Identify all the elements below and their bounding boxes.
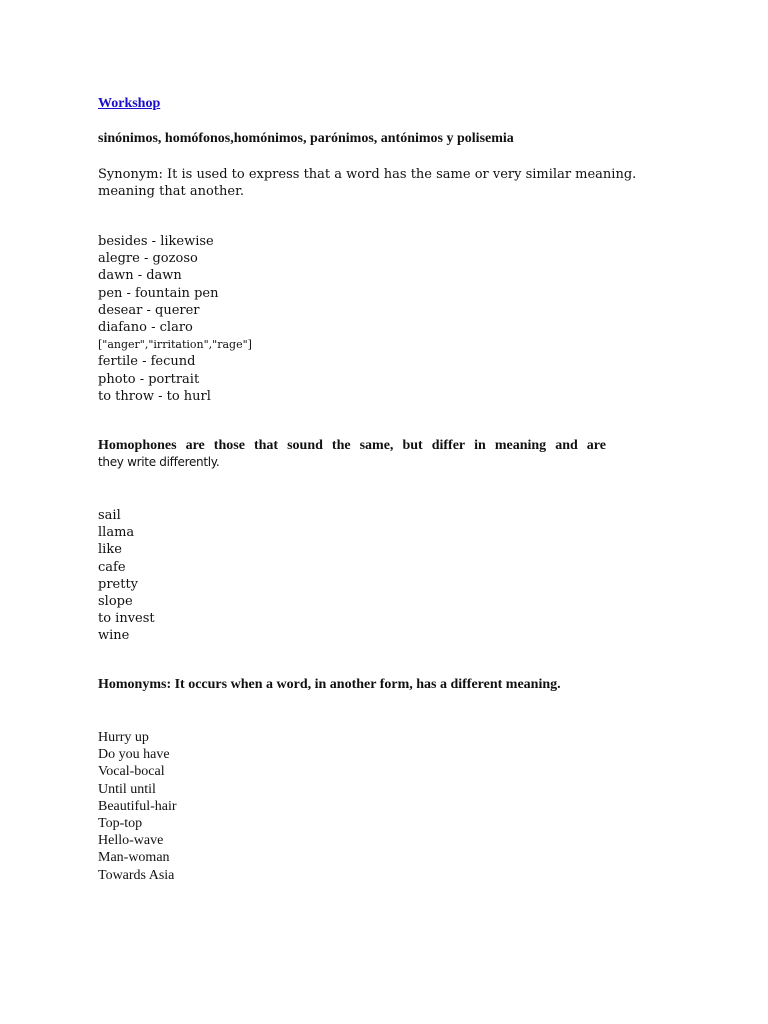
- homophone-definition-line-1: [98, 438, 606, 454]
- definition-word: sound: [287, 438, 323, 453]
- list-item: Towards Asia: [98, 867, 175, 883]
- homophone-definition-line-2: they write differently.: [98, 455, 220, 469]
- list-item: ["anger","irritation","rage"]: [98, 338, 252, 352]
- list-item: to invest: [98, 611, 155, 627]
- definition-word: meaning: [494, 438, 547, 453]
- definition-word: Homophones: [98, 438, 177, 453]
- homonym-definition: Homonyms: It occurs when a word, in another form, has a different meaning.: [98, 677, 561, 692]
- definition-word: and: [555, 438, 578, 453]
- list-item: to throw - to hurl: [98, 388, 211, 404]
- workshop-title-link[interactable]: Workshop: [98, 96, 161, 111]
- homonym-list: [98, 729, 177, 884]
- definition-word: those: [213, 438, 245, 453]
- synonym-list: [98, 233, 252, 405]
- list-item: besides - likewise: [98, 234, 214, 249]
- list-item: wine: [98, 628, 130, 644]
- synonym-definition-line-1: Synonym: It is used to express that a word has the same or very similar meaning.: [98, 167, 637, 182]
- list-item: Vocal-bocal: [98, 764, 165, 780]
- list-item: sail: [98, 508, 121, 523]
- list-item: pen - fountain pen: [98, 285, 219, 301]
- list-item: dawn - dawn: [98, 268, 182, 284]
- definition-word: are: [185, 438, 205, 453]
- synonym-definition: [98, 166, 637, 200]
- list-item: alegre - gozoso: [98, 251, 198, 267]
- list-item: Man-woman: [98, 850, 170, 866]
- definition-word: the: [331, 438, 351, 453]
- list-item: Beautiful-hair: [98, 798, 177, 814]
- definition-word: same,: [359, 438, 394, 453]
- list-item: fertile - fecund: [98, 354, 196, 370]
- list-item: like: [98, 542, 122, 558]
- homophone-definition: [98, 438, 606, 469]
- list-item: desear - querer: [98, 302, 200, 318]
- list-item: Hurry up: [98, 730, 149, 745]
- homophone-list: [98, 507, 155, 645]
- synonym-definition-line-2: meaning that another.: [98, 184, 244, 199]
- list-item: pretty: [98, 576, 139, 592]
- list-item: photo - portrait: [98, 371, 200, 387]
- definition-word: in: [474, 438, 486, 453]
- definition-word: are: [586, 438, 606, 453]
- definition-word: that: [253, 438, 279, 453]
- list-item: Top-top: [98, 816, 143, 832]
- list-item: cafe: [98, 559, 126, 575]
- list-item: diafano - claro: [98, 320, 193, 336]
- list-item: Do you have: [98, 747, 170, 763]
- definition-word: differ: [431, 438, 466, 453]
- list-item: llama: [98, 525, 135, 541]
- subtitle-heading: sinónimos, homófonos,homónimos, parónimos, antónimos y polisemia: [98, 131, 514, 146]
- list-item: slope: [98, 594, 133, 610]
- list-item: Hello-wave: [98, 833, 164, 849]
- definition-word: but: [402, 438, 423, 453]
- list-item: Until until: [98, 781, 156, 797]
